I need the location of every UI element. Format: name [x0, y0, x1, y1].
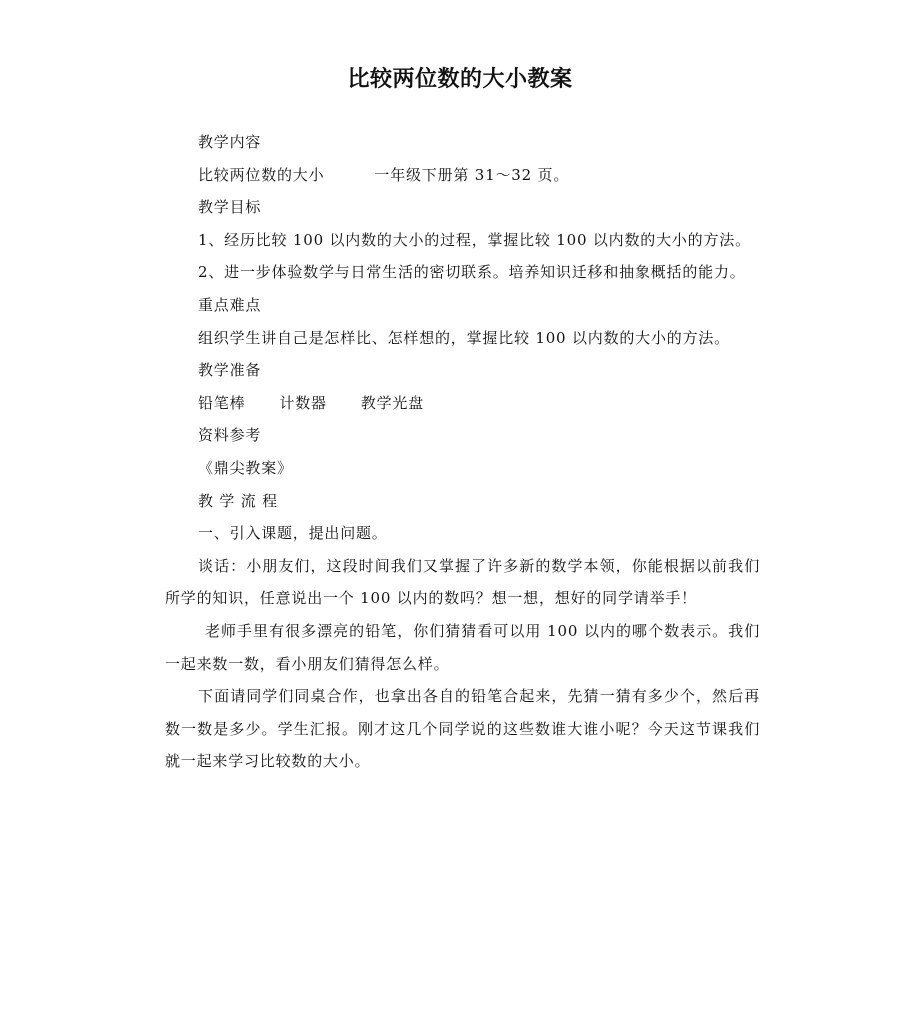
document-title: 比较两位数的大小教案 [347, 67, 573, 92]
heading-key-points: 重点难点 [198, 295, 262, 314]
teaching-content-line [165, 159, 760, 192]
paragraph-dialogue: 谈话：小朋友们，这段时间我们又掌握了许多新的数学本领，你能根据以前我们所学的知识，任意说出一个 100 以内的数吗？想一想，想好的同学请举手！ [165, 556, 760, 608]
heading-teaching-prep: 教学准备 [198, 361, 262, 380]
heading-teaching-content: 教学内容 [198, 133, 262, 151]
paragraph-pencils: 老师手里有很多漂亮的铅笔，你们猜猜看可以用 100 以内的哪个数表示。我们一起来数一数，看小朋友们猜得怎么样。 [165, 621, 760, 673]
heading-teaching-process: 教 学 流 程 [198, 491, 278, 510]
goal-item-1: 1、经历比较 100 以内数的大小的过程，掌握比较 100 以内数的大小的方法。 [198, 230, 751, 249]
content-topic: 比较两位数的大小 [198, 165, 325, 184]
prep-item-counter: 计数器 [279, 393, 327, 412]
paragraph-group-work: 下面请同学们同桌合作，也拿出各自的铅笔合起来，先猜一猜有多少个，然后再数一数是多少。学生汇报。刚才这几个同学说的这些数谁大谁小呢？今天这节课我们就一起来学习比较数的大小。 [165, 687, 760, 771]
key-points-text: 组织学生讲自己是怎样比、怎样想的，掌握比较 100 以内数的大小的方法。 [198, 328, 730, 347]
document-body [165, 126, 760, 778]
goal-item-2: 2、进一步体验数学与日常生活的密切联系。培养知识迁移和抽象概括的能力。 [198, 263, 746, 282]
prep-items-line [165, 387, 760, 420]
heading-references: 资料参考 [198, 426, 262, 445]
content-pages: 一年级下册第 31～32 页。 [374, 165, 570, 184]
prep-item-pencil-sticks: 铅笔棒 [198, 393, 246, 412]
heading-teaching-goals: 教学目标 [198, 198, 262, 217]
prep-item-disc: 教学光盘 [360, 393, 425, 412]
references-text: 《鼎尖教案》 [198, 458, 293, 477]
process-step-1: 一、引入课题，提出问题。 [198, 524, 388, 543]
